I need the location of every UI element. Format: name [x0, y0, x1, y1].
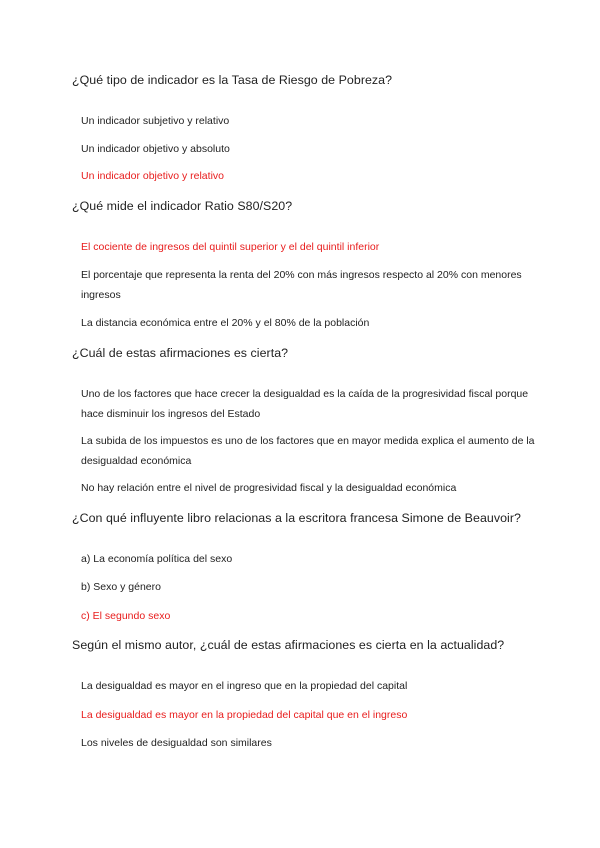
question-5-option-a: La desigualdad es mayor en el ingreso que en la propiedad del capital	[81, 680, 408, 692]
question-1-option-b: Un indicador objetivo y absoluto	[81, 143, 230, 155]
question-4-option-a: a) La economía política del sexo	[81, 553, 233, 565]
question-4-text: ¿Con qué influyente libro relacionas a la escritora francesa Simone de Beauvoir?	[72, 511, 521, 525]
question-2-option-b: El porcentaje que representa la renta del 20% con más ingresos respecto al 20% con menores ingresos	[81, 269, 522, 301]
question-1-option-c-correct: Un indicador objetivo y relativo	[81, 170, 224, 182]
question-4-option-c-correct: c) El segundo sexo	[81, 610, 171, 622]
question-3-text: ¿Cuál de estas afirmaciones es cierta?	[72, 346, 289, 360]
question-2-option-a-correct: El cociente de ingresos del quintil superior y el del quintil inferior	[81, 241, 380, 253]
question-3-option-b: La subida de los impuestos es uno de los factores que en mayor medida explica el aumento de la desigualdad económica	[81, 435, 535, 467]
question-4-option-b: b) Sexo y género	[81, 581, 161, 593]
question-3-option-a: Uno de los factores que hace crecer la desigualdad es la caída de la progresividad fiscal porque hace disminuir los ingresos del Estado	[81, 388, 529, 420]
question-3-option-c: No hay relación entre el nivel de progresividad fiscal y la desigualdad económica	[81, 482, 457, 494]
question-1-option-a: Un indicador subjetivo y relativo	[81, 115, 230, 127]
question-5-option-b-correct: La desigualdad es mayor en la propiedad del capital que en el ingreso	[81, 709, 408, 721]
question-5-text: Según el mismo autor, ¿cuál de estas afirmaciones es cierta en la actualidad?	[72, 638, 505, 652]
question-5-option-c: Los niveles de desigualdad son similares	[81, 737, 272, 749]
question-2-text: ¿Qué mide el indicador Ratio S80/S20?	[72, 199, 293, 213]
question-2-option-c: La distancia económica entre el 20% y el 80% de la población	[81, 317, 370, 329]
question-1-text: ¿Qué tipo de indicador es la Tasa de Riesgo de Pobreza?	[72, 73, 393, 87]
